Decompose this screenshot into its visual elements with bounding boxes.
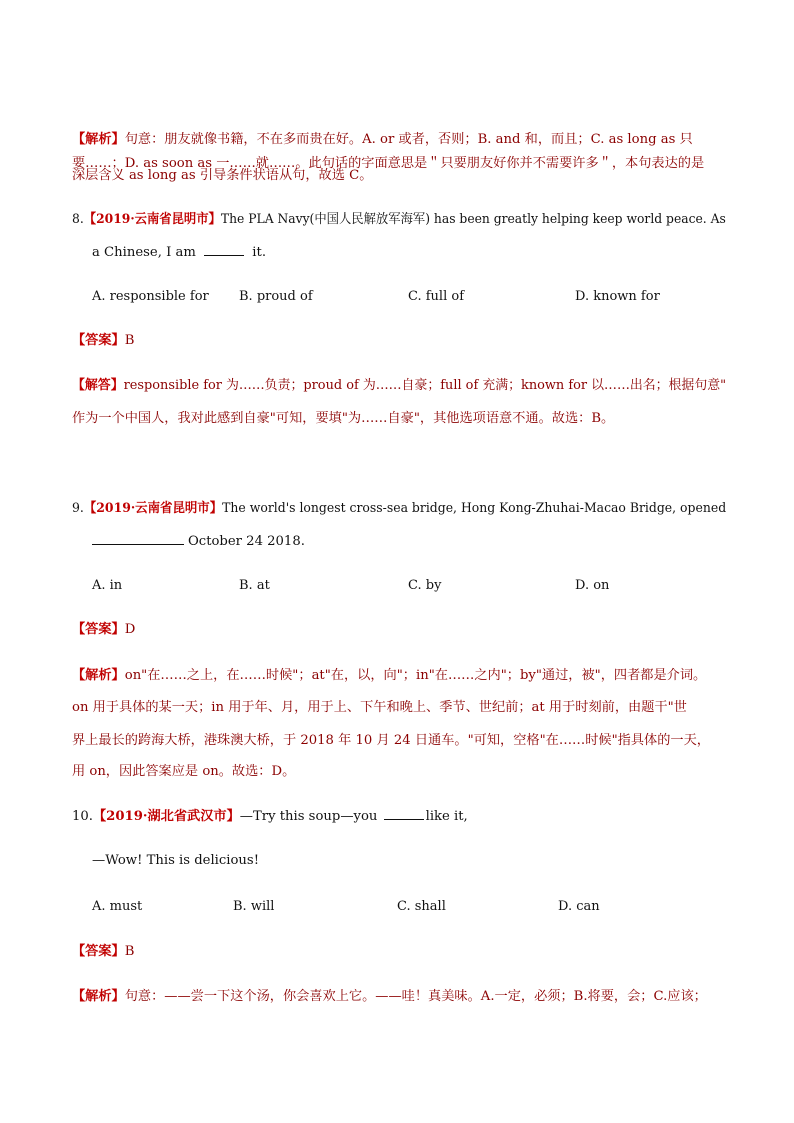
- q9-stem-line-2: [92, 531, 305, 552]
- q7-explanation-line-3: 深层含义 as long as 引导条件状语从句，故选 C。: [72, 168, 373, 183]
- q10-stem-line-1: [72, 806, 468, 827]
- q10-option-b: B. will: [233, 899, 275, 914]
- q10-option-d: D. can: [558, 899, 600, 914]
- q8-stem-line-2: [92, 242, 266, 263]
- q7-explanation-line-2: 要……；D. as soon as 一……就……。此句话的字面意思是＂只要朋友好你并不需要许多＂，本句表达的是: [72, 156, 705, 171]
- q8-source: 【2019·云南省昆明市】: [83, 212, 221, 227]
- q8-stem-text-2a: a Chinese, I am: [92, 245, 196, 260]
- q8-answer-line: [72, 331, 134, 351]
- q8-explanation-line-1: [72, 376, 726, 396]
- q9-option-b: B. at: [239, 578, 270, 593]
- q9-explanation-line-3: 界上最长的跨海大桥，港珠澳大桥，于 2018 年 10 月 24 日通车。"可知，空格"在……时候"指具体的一天，: [72, 733, 710, 748]
- q9-answer-blank: [92, 531, 184, 545]
- q10-answer-tag: 【答案】: [72, 944, 125, 959]
- q10-stem-text-1b: like it,: [425, 809, 468, 824]
- q10-explanation-tag: 【解析】: [72, 989, 125, 1004]
- q9-number: 9.: [72, 501, 84, 516]
- q8-option-d: D. known for: [575, 289, 660, 304]
- q9-explanation-line-4: 用 on，因此答案应是 on。故选：D。: [72, 764, 296, 779]
- q9-answer-value: D: [124, 622, 136, 637]
- q8-stem-text-2b: it.: [252, 245, 267, 260]
- q8-stem-text-1: The PLA Navy(中国人民解放军海军) has been greatly helping keep world peace. As: [220, 212, 726, 227]
- q9-option-c: C. by: [408, 578, 442, 593]
- q10-source: 【2019·湖北省武汉市】: [92, 809, 240, 824]
- q10-stem-line-2: —Wow! This is delicious!: [92, 853, 259, 868]
- q10-answer-blank: [384, 806, 424, 820]
- q9-source: 【2019·云南省昆明市】: [83, 501, 223, 516]
- q8-answer-value: B: [124, 333, 135, 348]
- q10-stem-text-1a: —Try this soup—you: [239, 809, 378, 824]
- q9-option-d: D. on: [575, 578, 610, 593]
- q7-explanation-text-1: 句意：朋友就像书籍，不在多而贵在好。A. or 或者，否则；B. and 和，而且；C. as long as 只: [124, 132, 693, 147]
- q8-stem-line-1: [72, 210, 726, 230]
- q9-stem-line-1: [72, 499, 726, 519]
- q8-explanation-text-1: responsible for 为……负责；proud of 为……自豪；full of 充满；known for 以……出名；根据句意": [123, 378, 727, 393]
- q10-explanation-line-1: [72, 987, 707, 1007]
- q9-explanation-line-1: [72, 666, 706, 686]
- q8-explanation-tag: 【解答】: [72, 378, 124, 393]
- q9-explanation-line-2: on 用于具体的某一天；in 用于年、月，用于上、下午和晚上、季节、世纪前；at 用于时刻前，由题干"世: [72, 700, 687, 715]
- q9-answer-tag: 【答案】: [72, 622, 125, 637]
- q8-explanation-line-2: 作为一个中国人，我对此感到自豪"可知，要填"为……自豪"，其他选项语意不通。故选：B。: [72, 411, 615, 426]
- q9-option-a: A. in: [92, 578, 123, 593]
- q9-stem-text-1: The world's longest cross-sea bridge, Hong Kong-Zhuhai-Macao Bridge, opened: [222, 501, 727, 516]
- q8-number: 8.: [72, 212, 84, 227]
- q9-answer-line: [72, 620, 135, 640]
- q9-explanation-text-1: on"在……之上，在……时候"；at"在，以，向"；in"在……之内"；by"通过，被"，四者都是介词。: [124, 668, 707, 683]
- q10-explanation-text-1: 句意：——尝一下这个汤，你会喜欢上它。——哇！真美味。A.一定，必须；B.将要，会；C.应该；: [124, 989, 707, 1004]
- q8-answer-tag: 【答案】: [72, 333, 125, 348]
- q10-answer-line: [72, 942, 134, 962]
- q7-explanation-tag: 【解析】: [72, 132, 125, 147]
- q7-explanation-line-1: [72, 130, 693, 150]
- q9-explanation-tag: 【解析】: [72, 668, 125, 683]
- q10-number: 10.: [72, 809, 93, 824]
- q8-option-c: C. full of: [408, 289, 465, 304]
- q9-stem-text-2: October 24 2018.: [188, 534, 305, 549]
- q8-answer-blank: [204, 242, 244, 256]
- q8-option-b: B. proud of: [239, 289, 313, 304]
- q8-option-a: A. responsible for: [92, 289, 209, 304]
- q10-option-a: A. must: [92, 899, 143, 914]
- q10-answer-value: B: [124, 944, 135, 959]
- q10-option-c: C. shall: [397, 899, 446, 914]
